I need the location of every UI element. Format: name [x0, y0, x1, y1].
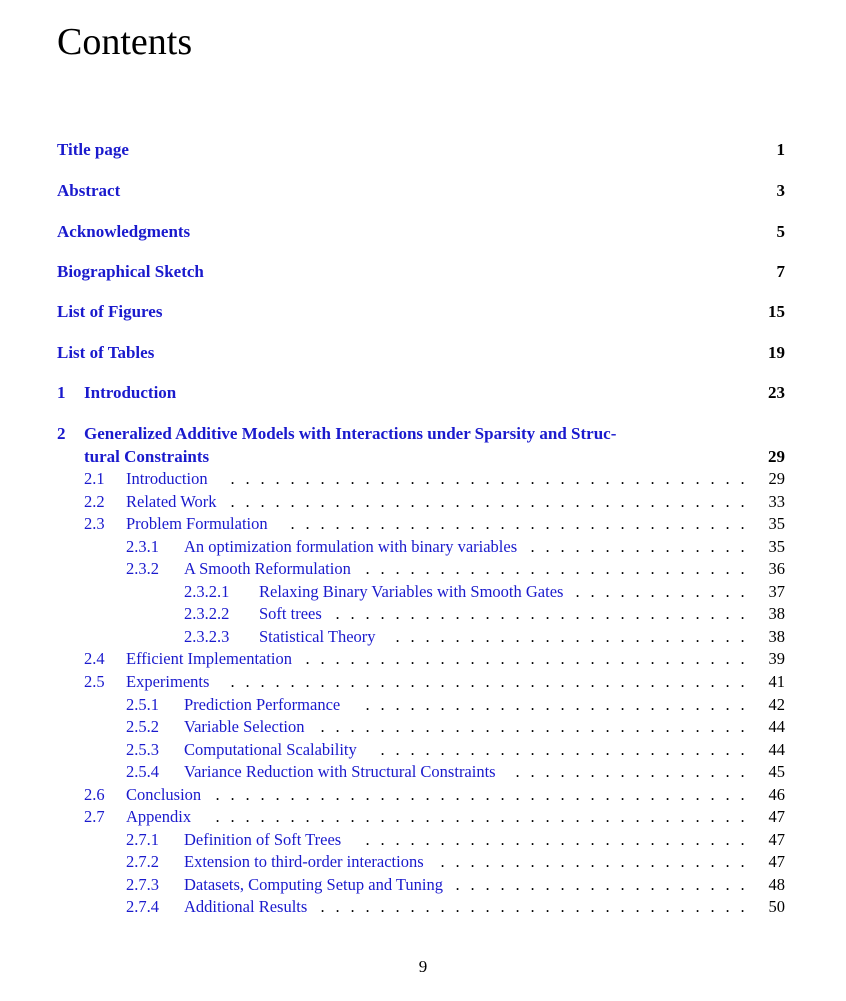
- toc-entry-biographical-sketch[interactable]: [0, 261, 846, 283]
- toc-section-label[interactable]: Computational Scalability: [184, 739, 357, 759]
- toc-entry-page: 1: [776, 140, 785, 159]
- toc-chapter-label-line1[interactable]: Generalized Additive Models with Interactions under Sparsity and Struc-: [84, 424, 617, 443]
- toc-dot-leader: . . . . . . . . . . . . . . . . . . . . . . . . . . . . . . . . . . . .: [215, 784, 745, 804]
- toc-section-entry[interactable]: [0, 896, 846, 918]
- toc-section-page: 50: [768, 897, 785, 917]
- toc-section-label[interactable]: Extension to third-order interactions: [184, 852, 424, 872]
- toc-section-entry[interactable]: [0, 716, 846, 738]
- toc-dot-leader: . . . . . . . . . . . . . . . . . . . . . . . . . . . . . . . . . . . .: [215, 807, 745, 827]
- toc-dot-leader: . . . . . . . . . . . . . . . . . . . . . . . . . . . . .: [320, 717, 745, 737]
- toc-section-number: 2.3.2.3: [184, 626, 230, 646]
- toc-dot-leader: . . . . . . . . . . . . . . . . . . . . . . . . . . . . .: [320, 897, 745, 917]
- toc-dot-leader: . . . . . . . . . . . . . . . . . . . . . . . . . .: [365, 559, 745, 579]
- toc-entry-page: 5: [776, 222, 785, 241]
- toc-section-number: 2.7.1: [126, 829, 159, 849]
- toc-section-label[interactable]: Problem Formulation: [126, 514, 268, 534]
- toc-section-label[interactable]: Related Work: [126, 491, 217, 511]
- toc-section-page: 46: [768, 784, 785, 804]
- toc-section-label[interactable]: Additional Results: [184, 897, 308, 917]
- toc-section-label[interactable]: Soft trees: [259, 604, 322, 624]
- toc-section-number: 2.2: [84, 491, 105, 511]
- toc-section-number: 2.3.2: [126, 559, 159, 579]
- toc-section-label[interactable]: A Smooth Reformulation: [184, 559, 351, 579]
- toc-section-number: 2.6: [84, 784, 105, 804]
- toc-section-entry[interactable]: [0, 874, 846, 896]
- toc-section-number: 2.4: [84, 649, 105, 669]
- toc-entry-list-of-figures[interactable]: [0, 301, 846, 323]
- toc-section-label[interactable]: Prediction Performance: [184, 694, 341, 714]
- toc-dot-leader: . . . . . . . . . . . . . . . . . . . . . . . . . . . . . . . . . . .: [230, 469, 745, 488]
- toc-section-page: 36: [768, 559, 785, 579]
- toc-dot-leader: . . . . . . . . . . . . . . . . . . . . .: [440, 852, 745, 872]
- toc-entry-page: 15: [768, 302, 785, 321]
- toc-entry-label[interactable]: List of Tables: [57, 343, 155, 362]
- toc-section-entry[interactable]: [0, 536, 846, 558]
- toc-entry-page: 7: [776, 262, 785, 281]
- toc-entry-page: 19: [768, 343, 785, 362]
- toc-dot-leader: . . . . . . . . . . . . . . . . . . . . . . . . . . . . . .: [305, 649, 745, 669]
- toc-dot-leader: . . . . . . . . . . . . . . . . . . . .: [455, 874, 745, 894]
- toc-entry-label[interactable]: Abstract: [57, 181, 121, 200]
- toc-section-page: 35: [768, 514, 785, 534]
- toc-section-page: 33: [768, 491, 785, 511]
- toc-section-number: 2.3.2.1: [184, 581, 230, 601]
- toc-section-number: 2.3.1: [126, 536, 159, 556]
- toc-section-number: 2.7.4: [126, 897, 159, 917]
- toc-dot-leader: . . . . . . . . . . . .: [575, 581, 745, 601]
- toc-section-entry[interactable]: [0, 829, 846, 851]
- toc-chapter-number: 1: [57, 383, 66, 402]
- toc-dot-leader: . . . . . . . . . . . . . . . . . . . . . . . . . .: [365, 829, 745, 849]
- toc-section-page: 37: [768, 581, 785, 601]
- toc-entry-label[interactable]: Acknowledgments: [57, 222, 191, 241]
- toc-section-page: 38: [768, 604, 785, 624]
- toc-section-entry[interactable]: [0, 784, 846, 806]
- toc-section-number: 2.3.2.2: [184, 604, 230, 624]
- toc-section-page: 47: [768, 829, 785, 849]
- toc-section-label[interactable]: Datasets, Computing Setup and Tuning: [184, 874, 443, 894]
- toc-entry-label[interactable]: Biographical Sketch: [57, 262, 204, 281]
- toc-dot-leader: . . . . . . . . . . . . . . . . . . . . . . . . . . . . . . . . . . .: [230, 491, 745, 511]
- toc-section-label[interactable]: Efficient Implementation: [126, 649, 293, 669]
- toc-section-page: 47: [768, 807, 785, 827]
- toc-section-number: 2.7: [84, 807, 105, 827]
- toc-section-entry[interactable]: [0, 851, 846, 873]
- toc-chapter-1[interactable]: [0, 382, 846, 404]
- toc-section-entry[interactable]: [0, 761, 846, 783]
- toc-section-label[interactable]: Relaxing Binary Variables with Smooth Gates: [259, 581, 564, 601]
- toc-section-label[interactable]: Introduction: [126, 469, 208, 488]
- toc-section-page: 38: [768, 626, 785, 646]
- toc-section-page: 35: [768, 536, 785, 556]
- toc-entry-title-page[interactable]: [0, 139, 846, 161]
- toc-section-entry[interactable]: [0, 603, 846, 625]
- toc-section-entry[interactable]: [0, 558, 846, 580]
- toc-section-page: 47: [768, 852, 785, 872]
- toc-chapter-label[interactable]: Introduction: [84, 383, 177, 402]
- toc-section-entry[interactable]: [0, 739, 846, 761]
- toc-section-entry[interactable]: [0, 694, 846, 716]
- toc-dot-leader: . . . . . . . . . . . . . . . . . . . . . . . . . . . . . . . . . . .: [230, 671, 745, 691]
- toc-dot-leader: . . . . . . . . . . . . . . . . . . . . . . . . . . . .: [335, 604, 745, 624]
- toc-section-number: 2.3: [84, 514, 105, 534]
- toc-section-label[interactable]: Definition of Soft Trees: [184, 829, 342, 849]
- toc-section-label[interactable]: Experiments: [126, 671, 210, 691]
- toc-section-page: 44: [768, 717, 785, 737]
- toc-section-number: 2.7.3: [126, 874, 159, 894]
- toc-section-page: 45: [768, 762, 785, 782]
- toc-dot-leader: . . . . . . . . . . . . . . . . . . . . . . . . . . . . . . .: [290, 514, 745, 534]
- toc-chapter-label-line2[interactable]: tural Constraints: [84, 447, 210, 466]
- toc-chapter-2[interactable]: [0, 423, 846, 445]
- toc-section-entry[interactable]: [0, 491, 846, 513]
- toc-entry-abstract[interactable]: [0, 180, 846, 202]
- page-title: Contents: [57, 21, 193, 63]
- toc-section-label[interactable]: Variance Reduction with Structural Constraints: [184, 762, 496, 782]
- toc-section-entry[interactable]: [0, 468, 846, 490]
- toc-dot-leader: . . . . . . . . . . . . . . . .: [515, 762, 745, 782]
- toc-section-entry[interactable]: [0, 581, 846, 603]
- toc-section-label[interactable]: Conclusion: [126, 784, 202, 804]
- toc-section-page: 44: [768, 739, 785, 759]
- toc-section-label[interactable]: An optimization formulation with binary variables: [184, 536, 518, 556]
- toc-section-entry[interactable]: [0, 671, 846, 693]
- toc-dot-leader: . . . . . . . . . . . . . . . . . . . . . . . .: [395, 626, 745, 646]
- toc-section-label[interactable]: Appendix: [126, 807, 192, 827]
- toc-entry-page: 3: [776, 181, 785, 200]
- toc-dot-leader: . . . . . . . . . . . . . . .: [530, 536, 745, 556]
- toc-section-entry[interactable]: [0, 513, 846, 535]
- page-number: 9: [418, 957, 428, 976]
- toc-section-number: 2.5: [84, 671, 105, 691]
- toc-section-number: 2.5.4: [126, 762, 159, 782]
- toc-section-number: 2.5.3: [126, 739, 159, 759]
- toc-chapter-page: 29: [768, 447, 785, 466]
- toc-section-page: 42: [768, 694, 785, 714]
- toc-section-page: 29: [768, 469, 785, 488]
- toc-entry-label[interactable]: List of Figures: [57, 302, 163, 321]
- toc-section-page: 48: [768, 874, 785, 894]
- toc-section-entry[interactable]: [0, 626, 846, 648]
- toc-dot-leader: . . . . . . . . . . . . . . . . . . . . . . . . . .: [365, 694, 745, 714]
- toc-chapter-2-continued[interactable]: [0, 446, 846, 468]
- toc-section-number: 2.5.2: [126, 717, 159, 737]
- toc-section-entry[interactable]: [0, 806, 846, 828]
- toc-section-number: 2.7.2: [126, 852, 159, 872]
- toc-dot-leader: . . . . . . . . . . . . . . . . . . . . . . . . .: [380, 739, 745, 759]
- toc-section-number: 2.5.1: [126, 694, 159, 714]
- toc-chapter-page: 23: [768, 383, 785, 402]
- toc-entry-list-of-tables[interactable]: [0, 342, 846, 364]
- toc-entry-acknowledgments[interactable]: [0, 221, 846, 243]
- toc-entry-label[interactable]: Title page: [57, 140, 129, 159]
- toc-section-entry[interactable]: [0, 648, 846, 670]
- toc-section-page: 41: [768, 671, 785, 691]
- toc-section-label[interactable]: Statistical Theory: [259, 626, 376, 646]
- toc-chapter-number: 2: [57, 424, 66, 443]
- toc-section-number: 2.1: [84, 469, 105, 488]
- toc-section-label[interactable]: Variable Selection: [184, 717, 305, 737]
- toc-section-page: 39: [768, 649, 785, 669]
